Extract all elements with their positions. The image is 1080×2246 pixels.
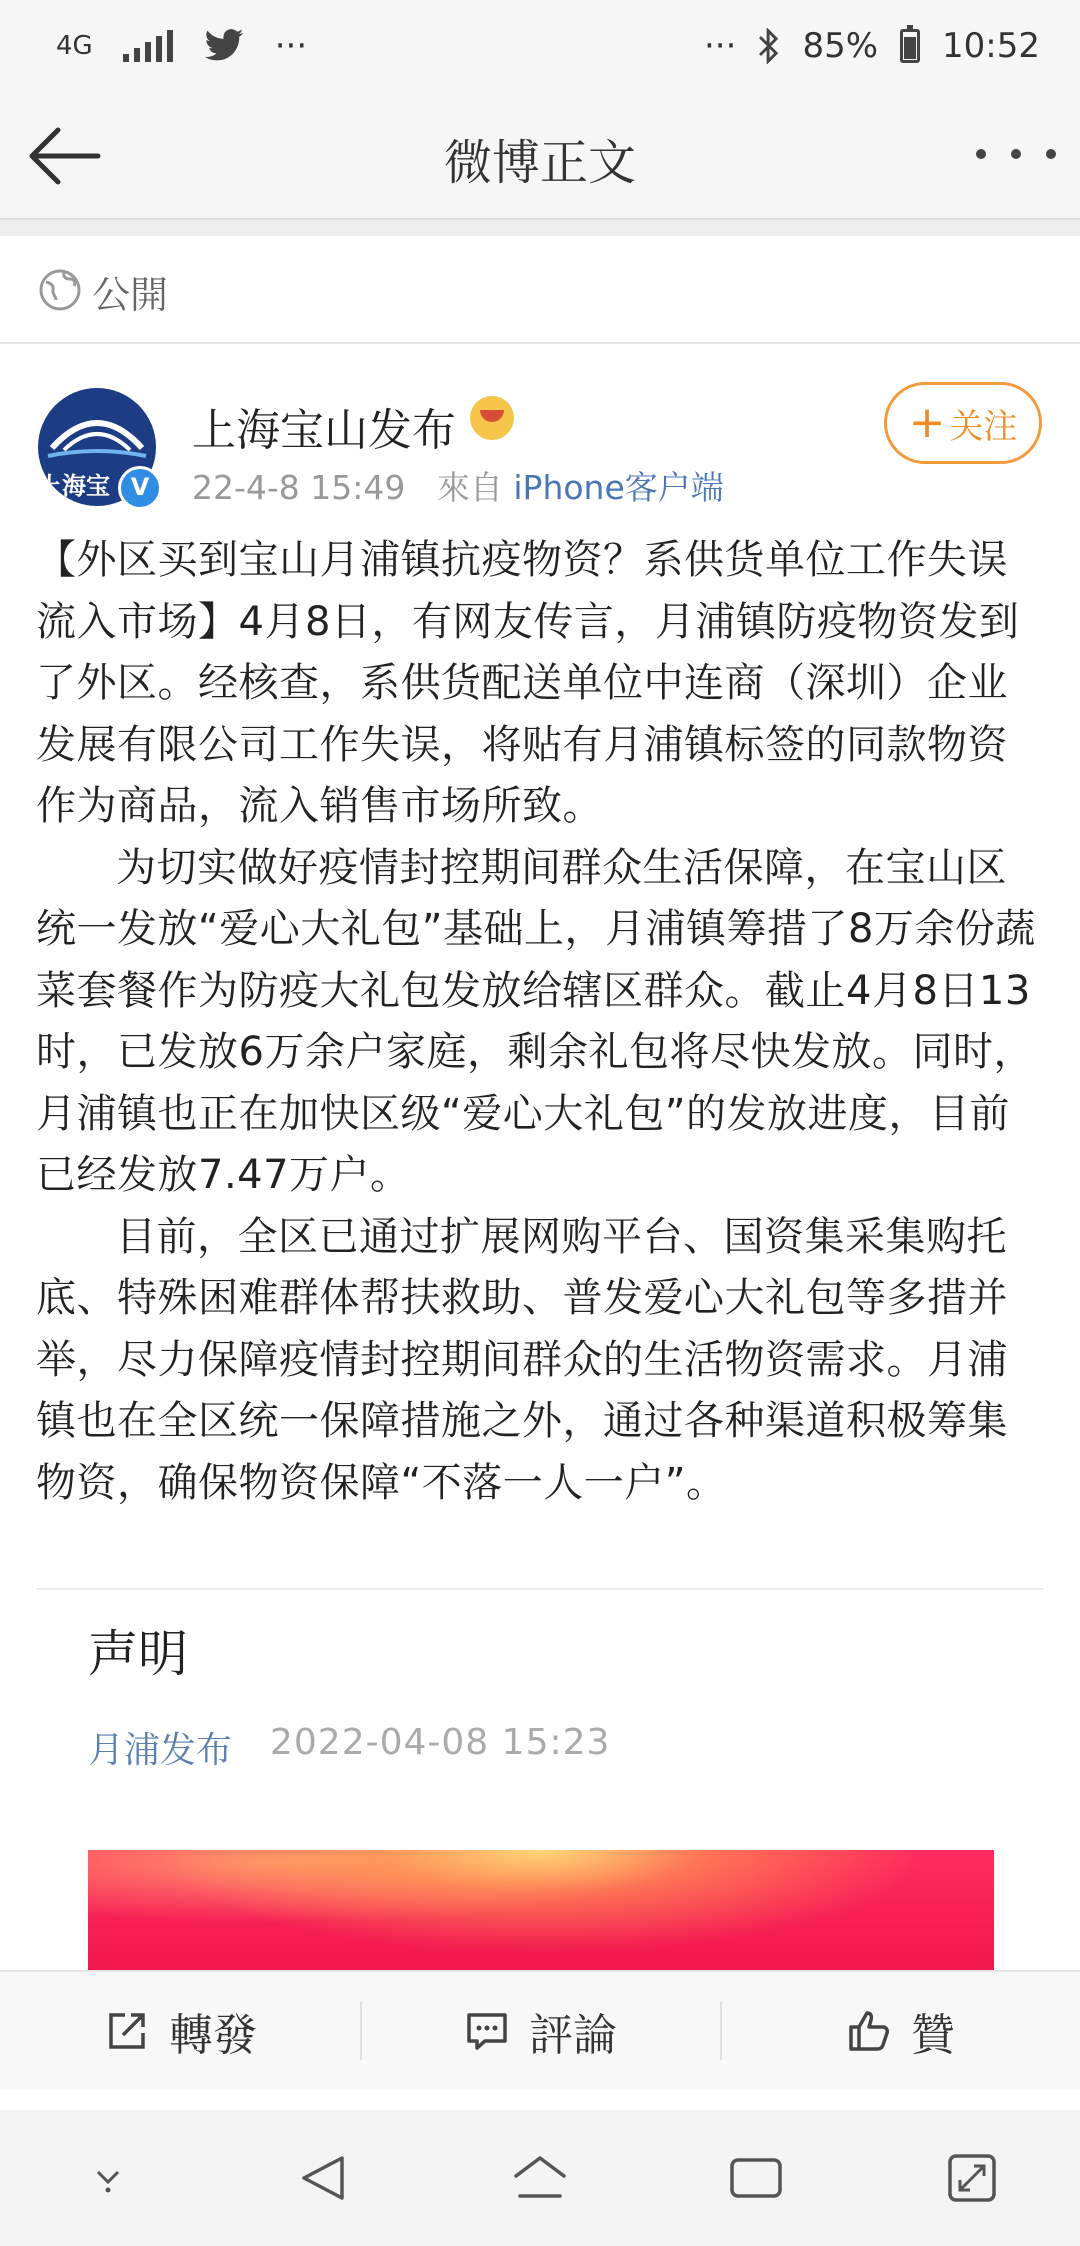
status-right — [704, 18, 1040, 74]
follow-label: 关注 — [949, 406, 1018, 447]
author-name[interactable]: 上海宝山发布 — [192, 405, 456, 456]
recents-icon — [728, 2154, 784, 2202]
comment-label: 評論 — [529, 2010, 617, 2061]
status-more-left: ··· — [274, 26, 308, 66]
dot-icon — [976, 149, 986, 159]
signal-icon — [123, 30, 173, 62]
source-prefix: 來自 — [436, 468, 503, 507]
expand-icon — [946, 2152, 998, 2204]
follow-button[interactable] — [884, 382, 1042, 464]
hide-nav-button[interactable] — [73, 2143, 143, 2213]
dot-icon — [1046, 149, 1056, 159]
system-nav-bar — [0, 2110, 1080, 2246]
card-time: 2022-04-08 15:23 — [270, 1722, 611, 1763]
battery-icon — [900, 29, 920, 63]
triangle-back-icon — [296, 2150, 352, 2206]
chevron-down-icon — [88, 2158, 128, 2198]
repost-icon — [103, 2007, 151, 2055]
action-bar — [0, 1970, 1080, 2090]
post-paragraph: 【外区买到宝山月浦镇抗疫物资？系供货单位工作失误流入市场】4月8日，有网友传言，月浦镇防疫物资发到了外区。经核查，系供货配送单位中连商（深圳）企业发展有限公司工作失误，将贴有月浦镇标签的同款物资作为商品，流入销售市场所致。 — [36, 537, 1020, 829]
post-paragraph: 为切实做好疫情封控期间群众生活保障，在宝山区统一发放“爱心大礼包”基础上，月浦镇筹措了8万余份蔬菜套餐作为防疫大礼包发放给辖区群众。截止4月8日13时，已发放6万余户家庭，剩余礼包将尽快发放。同时，月浦镇也正在加快区级“爱心大礼包”的发放进度，目前已经发放7.47万户。 — [36, 844, 1036, 1198]
status-left — [56, 18, 307, 74]
post-meta — [192, 462, 724, 509]
bluetooth-icon — [758, 28, 780, 64]
status-time: 10:52 — [942, 26, 1040, 66]
network-type: 4G — [56, 31, 93, 61]
post-date: 22-4-8 15:49 — [192, 468, 406, 507]
twitter-icon — [203, 28, 245, 64]
page-title: 微博正文 — [443, 135, 636, 191]
nav-bar — [0, 92, 1080, 220]
expand-screen-button[interactable] — [937, 2143, 1007, 2213]
dot-icon — [1011, 149, 1021, 159]
section-separator — [0, 220, 1080, 236]
thumbs-up-icon — [845, 2007, 893, 2055]
repost-button[interactable] — [0, 1972, 360, 2090]
post-paragraph: 目前，全区已通过扩展网购平台、国资集采集购托底、特殊困难群体帮扶救助、普发爱心大礼包等多措并举，尽力保障疫情封控期间群众的生活物资需求。月浦镇也在全区统一保障措施之外，通过各种渠道积极筹集物资，确保物资保障“不落一人一户”。 — [36, 1213, 1008, 1506]
divider — [36, 1588, 1044, 1590]
like-label: 贊 — [911, 2010, 955, 2061]
card-author[interactable]: 月浦发布 — [88, 1730, 233, 1771]
visibility-label: 公開 — [92, 273, 169, 317]
globe-icon — [38, 268, 82, 312]
more-options-button[interactable] — [976, 122, 1056, 186]
status-more: ··· — [704, 26, 737, 66]
verified-badge: V — [118, 466, 162, 510]
visibility-row — [0, 236, 1080, 344]
home-icon — [510, 2150, 570, 2206]
avatar-text: 上海宝 — [38, 472, 110, 500]
comment-icon — [463, 2007, 511, 2055]
status-bar — [0, 0, 1080, 92]
repost-label: 轉發 — [169, 2010, 257, 2061]
battery-percent: 85% — [802, 26, 879, 66]
system-back-button[interactable] — [289, 2143, 359, 2213]
system-home-button[interactable] — [505, 2143, 575, 2213]
system-recents-button[interactable] — [721, 2143, 791, 2213]
emoji-badge-icon — [470, 396, 514, 440]
comment-button[interactable] — [360, 1972, 720, 2090]
post-source[interactable]: iPhone客户端 — [513, 468, 724, 507]
post-body — [36, 530, 1046, 1514]
plus-icon: + — [908, 397, 946, 448]
card-title[interactable]: 声明 — [88, 1625, 188, 1683]
card-image[interactable] — [88, 1850, 994, 1970]
like-button[interactable] — [720, 1972, 1080, 2090]
